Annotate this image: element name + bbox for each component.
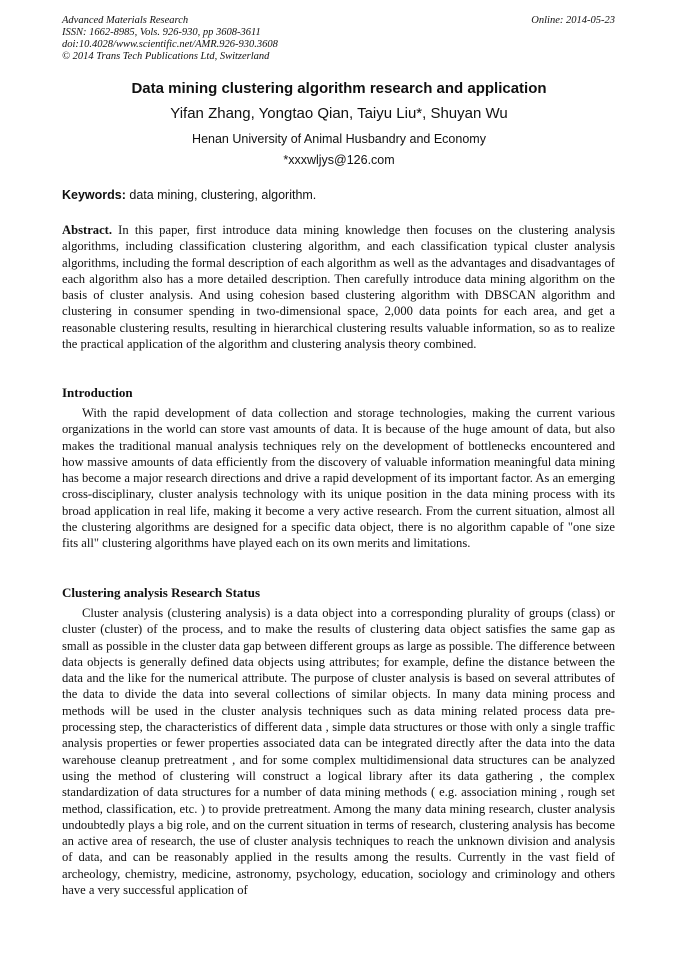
author-affiliation: Henan University of Animal Husbandry and Economy <box>192 132 486 146</box>
keywords-label: Keywords: <box>62 188 126 202</box>
abstract-text: In this paper, first introduce data mining knowledge then focuses on the clustering analysis algorithms, including classification clustering algorithm, and each classification typical cluster analysis algorithms, including the formal description of each algorithm as well as the advantages and disadvantages of each algorithm also has a more detailed description. Then carefully introduce data mining algorithm on the basis of cluster analysis. And using cohesion based clustering algorithm with DBSCAN algorithm and clustering in consumer spending in two-dimensional space, 2,000 data points for each area, and get a reasonable clustering results, resulting in hierarchical clustering results valuable information, so as to realize the practical application of the algorithm and clustering analysis theory combined. <box>62 223 615 352</box>
keywords-text: data mining, clustering, algorithm. <box>125 188 317 202</box>
introduction-heading: Introduction <box>62 385 133 400</box>
paper-authors: Yifan Zhang, Yongtao Qian, Taiyu Liu*, Shuyan Wu <box>170 105 508 122</box>
journal-header <box>62 15 615 63</box>
research-status-paragraph: Cluster analysis (clustering analysis) is a data object into a corresponding plurality of groups (class) or cluster (cluster) of the process, and to make the results of clustering data object satisfies the same gap as small as possible in the cluster data gap between different groups as large as possible. The difference between data objects is generally defined data objects using attributes; for example, define the distance between the data and the like for the numerical attribute. The purpose of cluster analysis is based on several attributes of the data to divide the data into several collections of similar objects. In many data mining process and methods will be used in the cluster analysis techniques such as data mining related process data pre-processing step, the characteristics of different data , simple data structures or those with only a single traffic analysis properties or fewer properties associated data can be integrated directly after the data into the data warehouse cleanup pretreatment , and for some complex multidimensional data structures can be analyzed using the method of clustering will construct a logical library after its data gathering , the complex standardization of data structures for a number of data mining methods ( e.g. association mining , rough set method, classification, etc. ) to provide pretreatment. Among the many data mining research, cluster analysis undoubtedly plays a big role, and on the current situation in terms of research, clustering analysis has become an active area of research, the use of cluster analysis techniques to reach the unknown division and analysis of data, and can be reasonably applied in the results among the results. Currently in the vast field of archeology, chemistry, medicine, astronomy, psychology, education, sociology and criminology and others have a very successful application of <box>62 606 615 898</box>
research-status-heading: Clustering analysis Research Status <box>62 585 261 600</box>
introduction-paragraph: With the rapid development of data collection and storage technologies, making the current various organizations in the world can store vast amounts of data. It is because of the huge amount of data, but also makes the traditional manual analysis techniques rely on the development of bottlenecks encountered and how massive amounts of data efficiently from the discovery of valuable information meaningful data mining has become a major research directions and drive a rapid development of its important factor. As an emerging cross-disciplinary, cluster analysis technology with its unique position in the data mining process with its broad application in real life, making it become a very active research. From the current situation, almost all the clustering algorithms are designed for a specific data object, there is no algorithm capable of "one size fits all" clustering algorithms have played each on its own merits and limitations. <box>62 406 615 551</box>
issn-line: ISSN: 1662-8985, Vols. 926-930, pp 3608-3611 <box>62 27 261 38</box>
copyright-line: © 2014 Trans Tech Publications Ltd, Switzerland <box>62 51 270 62</box>
abstract-paragraph <box>62 222 615 352</box>
online-date: Online: 2014-05-23 <box>531 15 615 26</box>
journal-name: Advanced Materials Research <box>62 15 189 26</box>
author-email: *xxxwljys@126.com <box>283 153 395 167</box>
paper-title: Data mining clustering algorithm research and application <box>131 80 547 97</box>
abstract-label: Abstract. <box>62 223 113 237</box>
keywords-line <box>62 188 615 202</box>
doi-line: doi:10.4028/www.scientific.net/AMR.926-930.3608 <box>62 39 278 50</box>
